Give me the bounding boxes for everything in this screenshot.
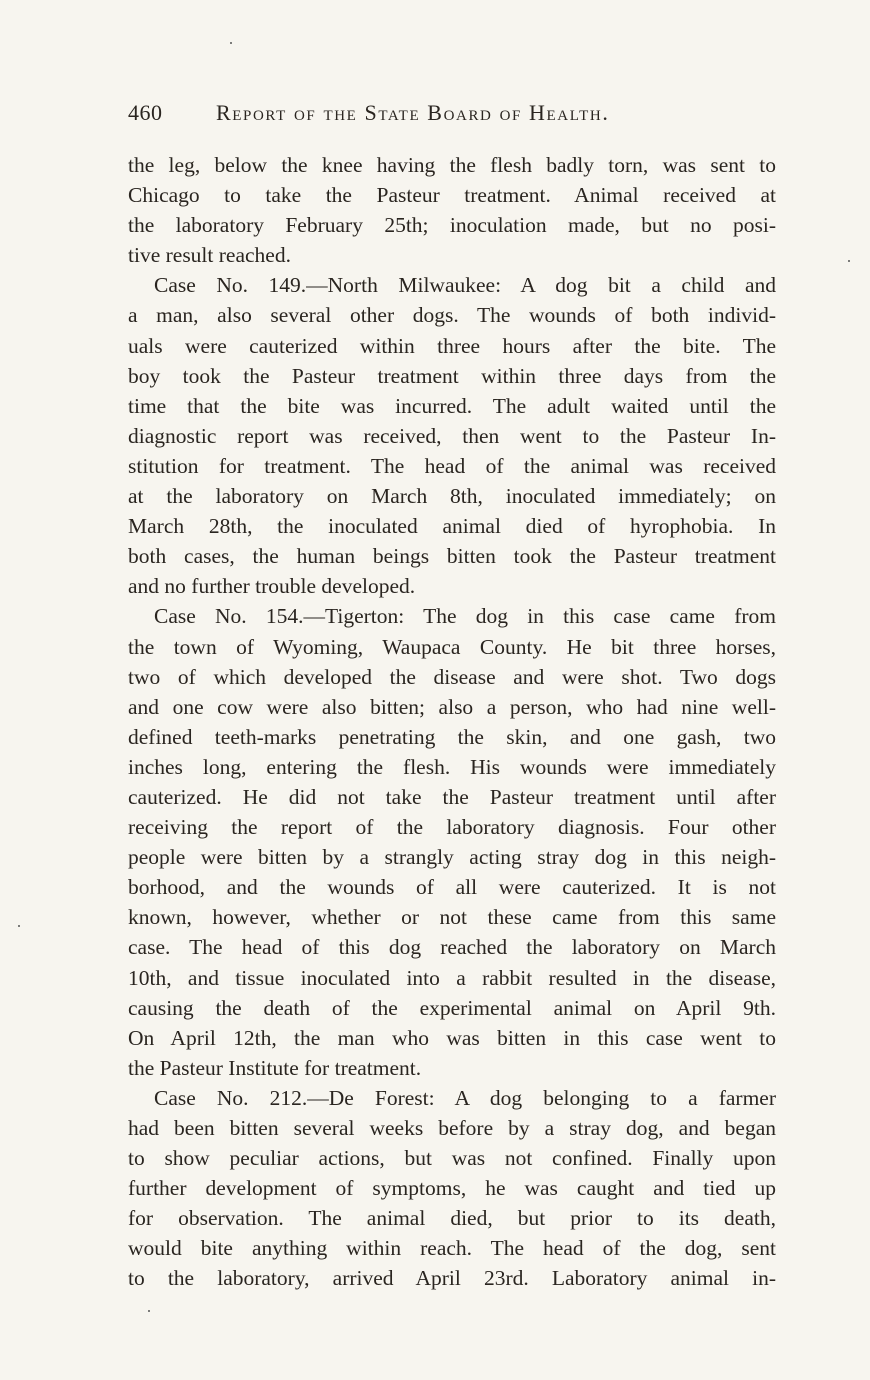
text-line: people were bitten by a strangly acting stray dog in this neigh- bbox=[128, 845, 776, 870]
text-line: to show peculiar actions, but was not confined. Finally upon bbox=[128, 1146, 776, 1171]
text-line: cauterized. He did not take the Pasteur treatment until after bbox=[128, 784, 776, 809]
paragraph bbox=[128, 601, 776, 1083]
text-line: and one cow were also bitten; also a person, who had nine well- bbox=[128, 694, 776, 719]
running-title: Report of the State Board of Health. bbox=[216, 100, 610, 125]
text-line: defined teeth-marks penetrating the skin, and one gash, two bbox=[128, 724, 776, 749]
page-header bbox=[128, 100, 778, 136]
text-line: the laboratory February 25th; inoculation made, but no posi- bbox=[128, 213, 776, 238]
text-line: case. The head of this dog reached the laboratory on March bbox=[128, 935, 776, 960]
text-line: causing the death of the experimental animal on April 9th. bbox=[128, 995, 776, 1020]
scan-speck bbox=[848, 260, 850, 262]
text-line: stitution for treatment. The head of the animal was received bbox=[128, 453, 776, 478]
text-line: borhood, and the wounds of all were cauterized. It is not bbox=[128, 875, 776, 900]
text-line: Case No. 154.—Tigerton: The dog in this case came from bbox=[154, 604, 776, 629]
text-line: inches long, entering the flesh. His wounds were immediately bbox=[128, 754, 776, 779]
text-line: receiving the report of the laboratory diagnosis. Four other bbox=[128, 815, 776, 840]
text-line: both cases, the human beings bitten took the Pasteur treatment bbox=[128, 544, 776, 569]
text-line: March 28th, the inoculated animal died of hyrophobia. In bbox=[128, 514, 776, 539]
text-line: 10th, and tissue inoculated into a rabbit resulted in the disease, bbox=[128, 965, 776, 990]
text-line: at the laboratory on March 8th, inoculated immediately; on bbox=[128, 484, 776, 509]
text-line: diagnostic report was received, then went to the Pasteur In- bbox=[128, 423, 776, 448]
text-line: boy took the Pasteur treatment within three days from the bbox=[128, 363, 776, 388]
paragraph bbox=[128, 150, 776, 270]
page-number: 460 bbox=[128, 100, 163, 125]
text-line: the leg, below the knee having the flesh badly torn, was sent to bbox=[128, 153, 776, 177]
text-line: further development of symptoms, he was caught and tied up bbox=[128, 1176, 776, 1201]
text-line: time that the bite was incurred. The adult waited until the bbox=[128, 393, 776, 418]
text-line: two of which developed the disease and were shot. Two dogs bbox=[128, 664, 776, 689]
text-line: for observation. The animal died, but prior to its death, bbox=[128, 1206, 776, 1231]
scan-speck bbox=[18, 925, 20, 927]
text-line: Case No. 149.—North Milwaukee: A dog bit a child and bbox=[154, 273, 776, 298]
text-line: had been bitten several weeks before by a stray dog, and began bbox=[128, 1116, 776, 1140]
text-line: Chicago to take the Pasteur treatment. Animal received at bbox=[128, 183, 776, 208]
text-line: known, however, whether or not these came from this same bbox=[128, 905, 776, 930]
text-line: to the laboratory, arrived April 23rd. Laboratory animal in- bbox=[128, 1266, 776, 1291]
paragraph bbox=[128, 1083, 776, 1294]
text-line: On April 12th, the man who was bitten in this case went to bbox=[128, 1025, 776, 1050]
text-line: the town of Wyoming, Waupaca County. He bit three horses, bbox=[128, 634, 776, 659]
scan-speck bbox=[230, 42, 232, 44]
text-line: a man, also several other dogs. The wounds of both individ- bbox=[128, 303, 776, 328]
text-line: tive result reached. bbox=[128, 243, 291, 268]
paragraph bbox=[128, 270, 776, 601]
body-text bbox=[128, 150, 776, 1294]
text-line: and no further trouble developed. bbox=[128, 574, 416, 599]
scan-speck bbox=[148, 1310, 150, 1312]
text-line: uals were cauterized within three hours after the bite. The bbox=[128, 333, 776, 358]
text-line: Case No. 212.—De Forest: A dog belonging to a farmer bbox=[154, 1085, 776, 1110]
text-line: the Pasteur Institute for treatment. bbox=[128, 1055, 422, 1080]
text-line: would bite anything within reach. The head of the dog, sent bbox=[128, 1236, 776, 1261]
